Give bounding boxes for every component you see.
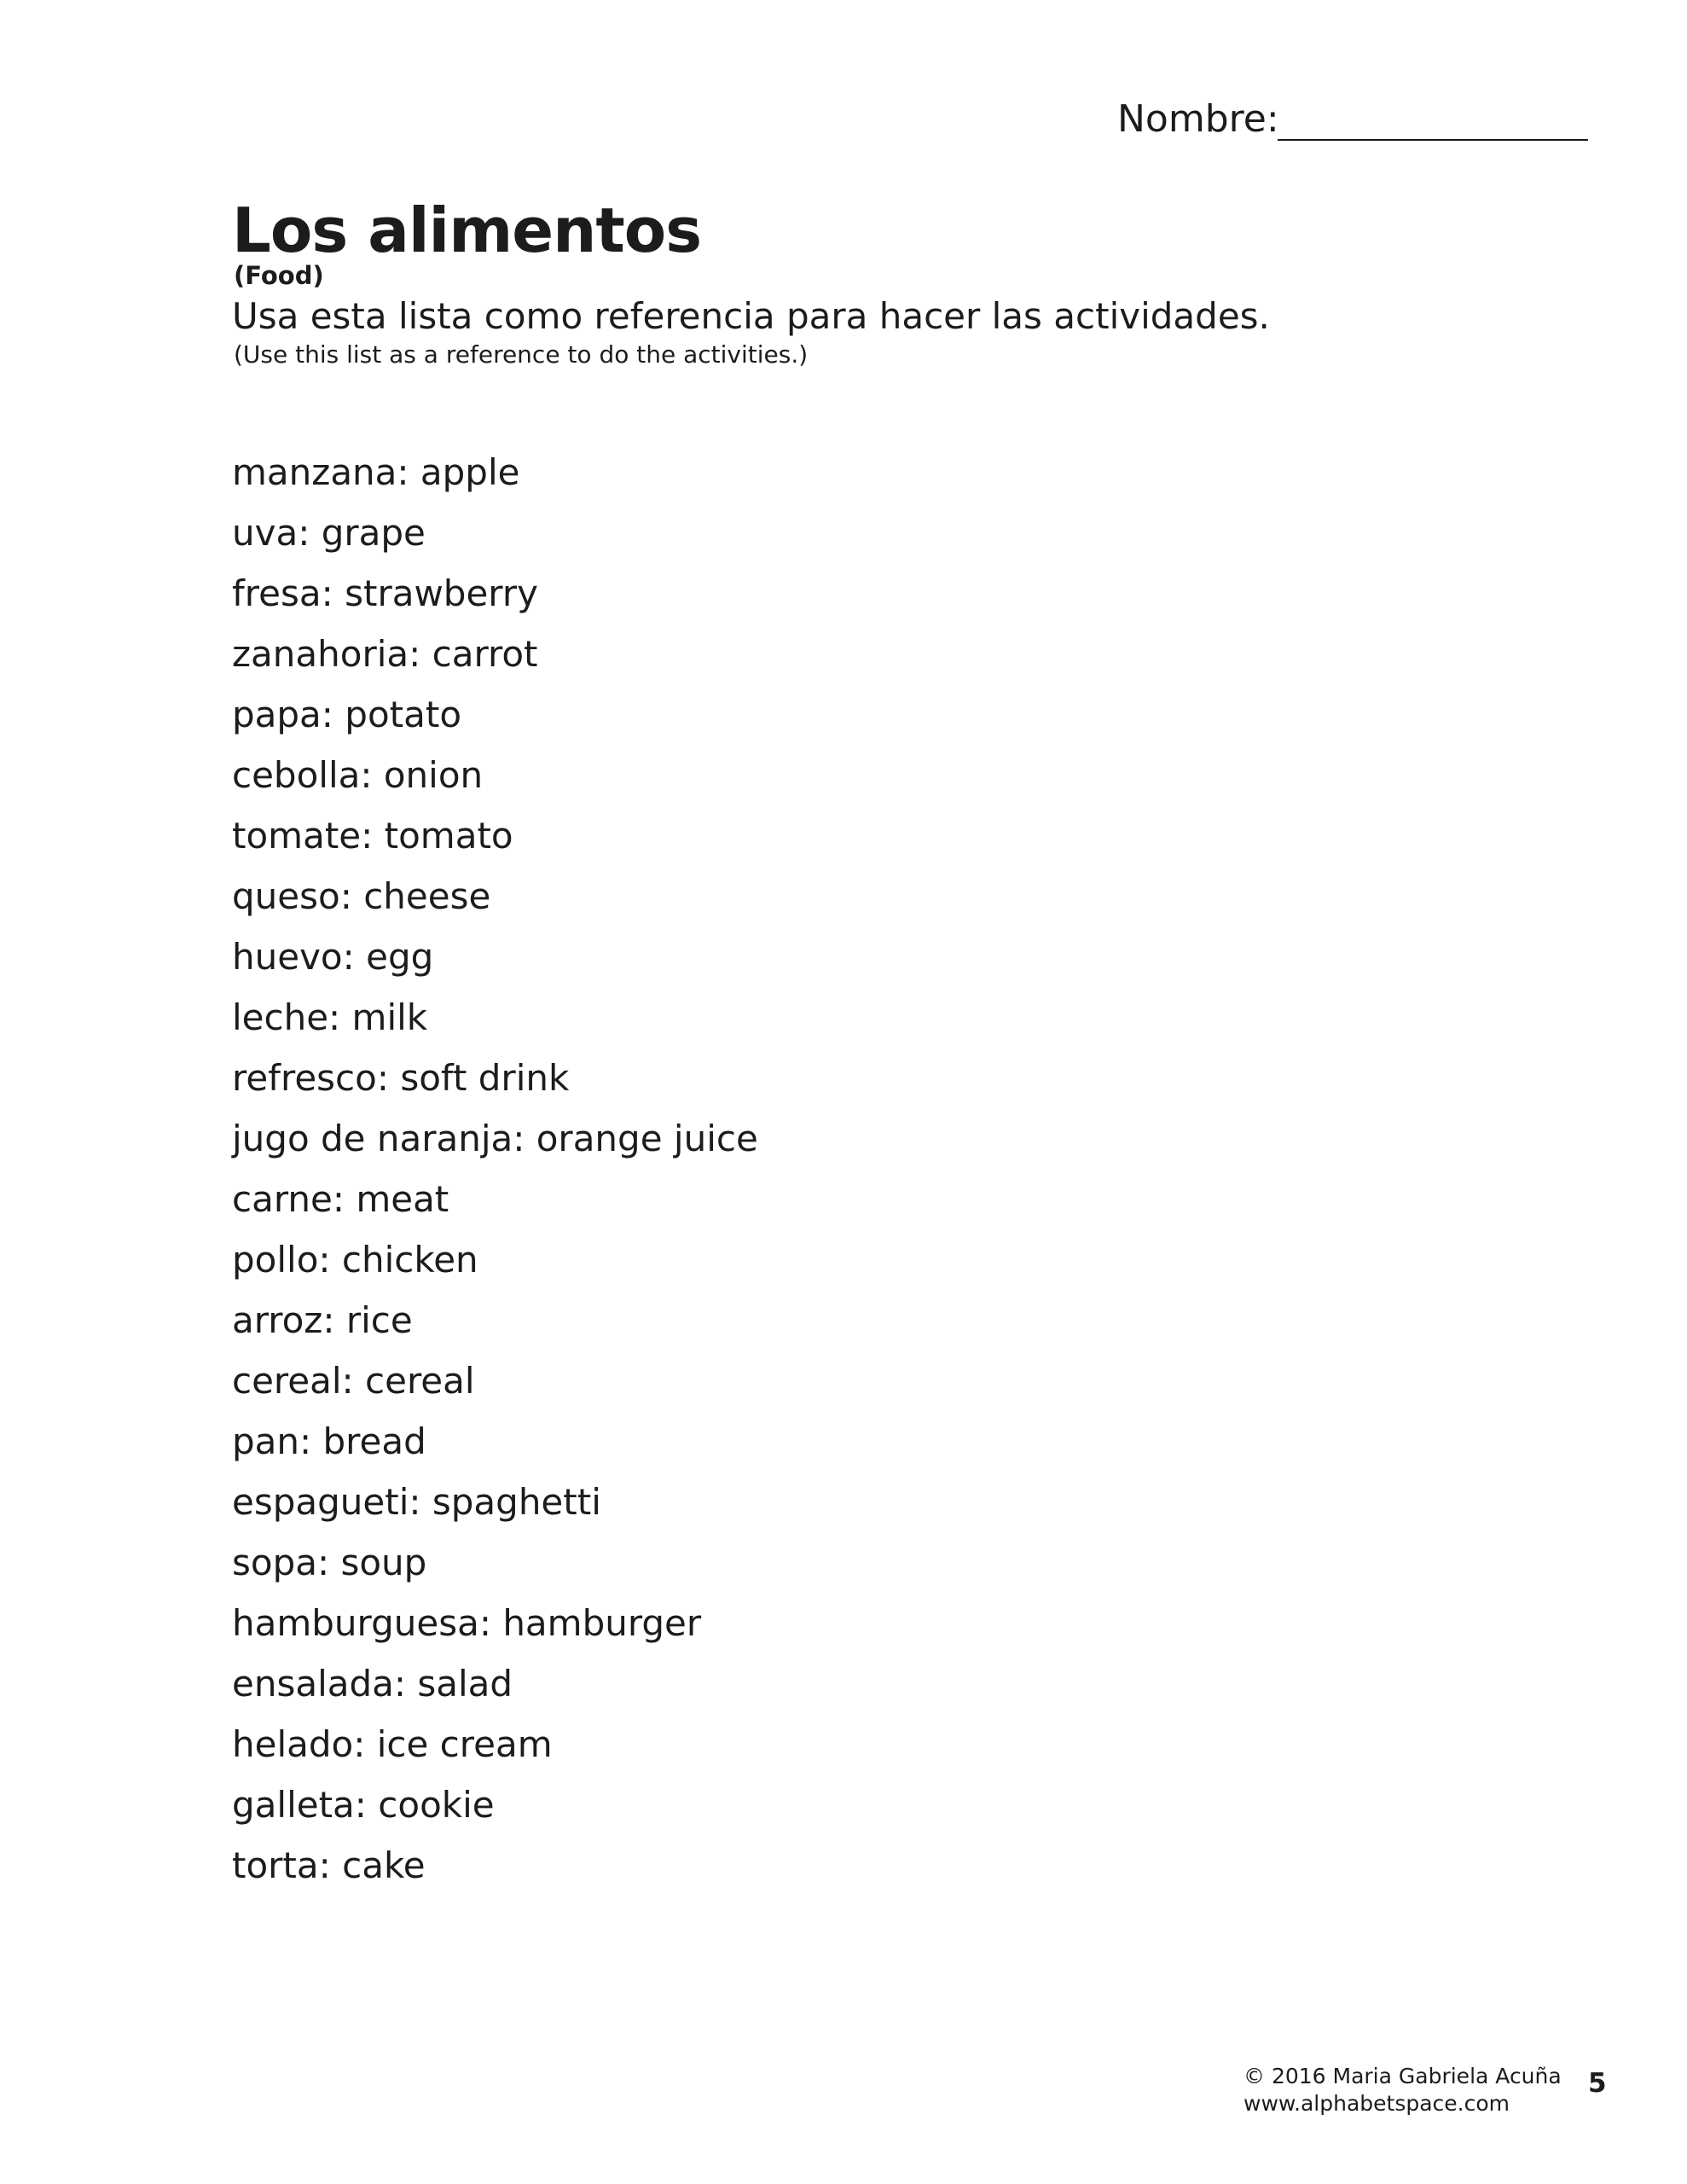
vocabulary-item: uva: grape xyxy=(232,512,426,554)
name-label: Nombre: xyxy=(1117,97,1279,141)
vocabulary-list xyxy=(232,442,758,1896)
instruction-translation: (Use this list as a reference to do the activities.) xyxy=(234,340,809,369)
vocabulary-item: cebolla: onion xyxy=(232,754,484,796)
vocabulary-item: carne: meat xyxy=(232,1178,449,1220)
website-url: www.alphabetspace.com xyxy=(1244,2091,1510,2116)
vocabulary-item: espagueti: spaghetti xyxy=(232,1481,601,1523)
copyright-notice: © 2016 Maria Gabriela Acuña xyxy=(1244,2064,1562,2088)
title-translation: (Food) xyxy=(234,261,324,290)
vocabulary-item: torta: cake xyxy=(232,1844,426,1886)
vocabulary-item: leche: milk xyxy=(232,996,428,1038)
vocabulary-item: sopa: soup xyxy=(232,1542,427,1583)
vocabulary-item: zanahoria: carrot xyxy=(232,633,538,675)
vocabulary-item: arroz: rice xyxy=(232,1299,413,1341)
name-blank-line[interactable] xyxy=(1278,139,1588,141)
vocabulary-item: pan: bread xyxy=(232,1420,426,1462)
vocabulary-item: fresa: strawberry xyxy=(232,572,538,614)
vocabulary-item: pollo: chicken xyxy=(232,1239,478,1281)
vocabulary-item: papa: potato xyxy=(232,694,462,735)
vocabulary-item: refresco: soft drink xyxy=(232,1057,570,1099)
vocabulary-item: ensalada: salad xyxy=(232,1663,513,1705)
page-number: 5 xyxy=(1588,2068,1607,2099)
vocabulary-item: tomate: tomato xyxy=(232,815,513,857)
instruction-text: Usa esta lista como referencia para hacer las actividades. xyxy=(232,295,1270,337)
vocabulary-item: hamburguesa: hamburger xyxy=(232,1602,702,1644)
vocabulary-item: huevo: egg xyxy=(232,936,434,978)
vocabulary-item: helado: ice cream xyxy=(232,1723,553,1765)
vocabulary-item: jugo de naranja: orange juice xyxy=(232,1118,758,1159)
vocabulary-item: queso: cheese xyxy=(232,875,491,917)
page-title: Los alimentos xyxy=(232,195,702,266)
vocabulary-item: galleta: cookie xyxy=(232,1784,495,1826)
vocabulary-item: manzana: apple xyxy=(232,451,520,493)
vocabulary-item: cereal: cereal xyxy=(232,1360,475,1402)
